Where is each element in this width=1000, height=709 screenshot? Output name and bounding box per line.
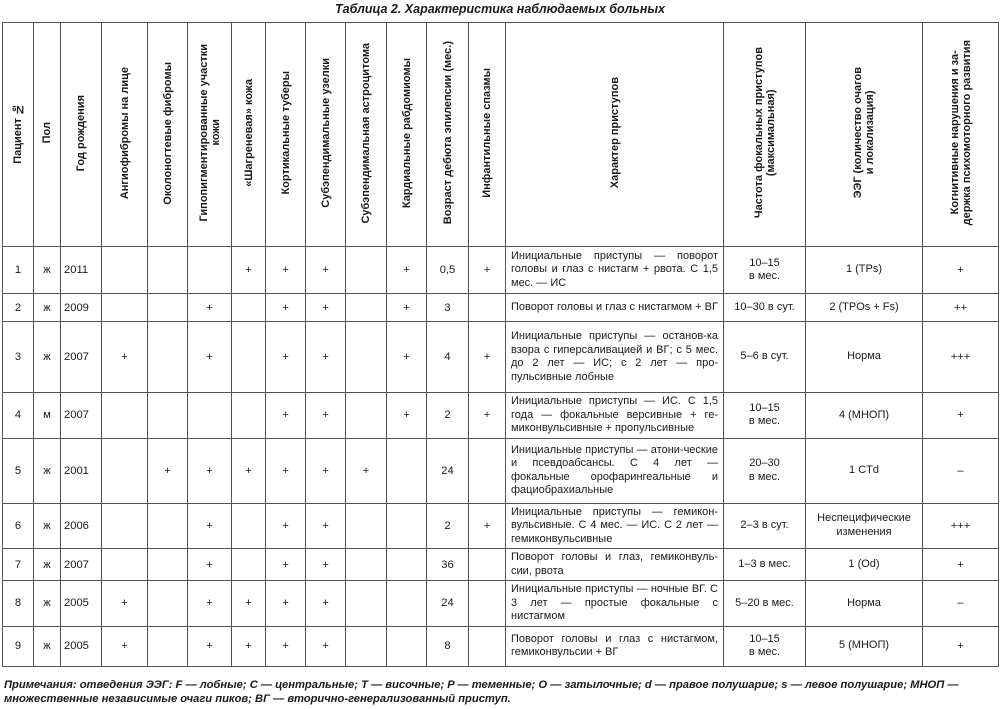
table-cell: Поворот головы и глаз с нистагмом, гемиконвульсии + ВГ bbox=[506, 626, 724, 666]
header-label: Субэпендимальная астроцитома bbox=[360, 42, 372, 224]
table-cell: + bbox=[306, 294, 346, 322]
table-cell: + bbox=[387, 393, 427, 439]
table-cell bbox=[148, 294, 188, 322]
header-label: Когнитивные нарушения и за- держка психомоторного развития bbox=[948, 40, 973, 226]
header-label: Возраст дебюта эпилепсии (мес.) bbox=[441, 41, 454, 225]
table-cell: Инициальные приступы — атони-ческие и псевдоабсансы. С 4 лет — фокальные орофарингеальные и фациобрахиальные bbox=[506, 438, 724, 503]
table-cell: + bbox=[346, 438, 387, 503]
table-cell: + bbox=[148, 438, 188, 503]
table-cell: 24 bbox=[427, 438, 469, 503]
table-row bbox=[3, 247, 999, 294]
table-cell: 1 bbox=[3, 247, 34, 294]
table-cell bbox=[188, 247, 232, 294]
table-cell bbox=[346, 549, 387, 581]
table-cell: + bbox=[306, 247, 346, 294]
table-cell bbox=[469, 549, 506, 581]
table-row bbox=[3, 581, 999, 627]
table-cell bbox=[102, 503, 148, 549]
table-cell: + bbox=[188, 322, 232, 393]
table-cell: 24 bbox=[427, 581, 469, 627]
table-cell bbox=[188, 393, 232, 439]
table-cell bbox=[387, 549, 427, 581]
header-cell bbox=[148, 23, 188, 247]
table-cell: – bbox=[923, 438, 999, 503]
table-cell: 7 bbox=[3, 549, 34, 581]
table-cell: 1 (Od) bbox=[806, 549, 923, 581]
table-cell: 4 bbox=[3, 393, 34, 439]
table-cell: + bbox=[232, 626, 266, 666]
table-cell: 2007 bbox=[61, 549, 102, 581]
table-cell: ж bbox=[34, 581, 61, 627]
table-cell: ж bbox=[34, 549, 61, 581]
header-label: Пол bbox=[41, 122, 53, 144]
table-cell bbox=[346, 247, 387, 294]
table-cell bbox=[387, 438, 427, 503]
table-cell: + bbox=[232, 581, 266, 627]
table-cell: 0,5 bbox=[427, 247, 469, 294]
table-cell: + bbox=[266, 294, 306, 322]
table-cell bbox=[232, 294, 266, 322]
table-cell bbox=[346, 581, 387, 627]
table-cell bbox=[102, 294, 148, 322]
table-cell: + bbox=[306, 581, 346, 627]
table-cell: 1 (TPs) bbox=[806, 247, 923, 294]
table-cell: + bbox=[306, 503, 346, 549]
table-cell bbox=[232, 503, 266, 549]
table-cell bbox=[469, 626, 506, 666]
header-label: Кортикальные туберы bbox=[279, 71, 292, 195]
header-cell bbox=[3, 23, 34, 247]
table-cell: 5 bbox=[3, 438, 34, 503]
header-cell bbox=[232, 23, 266, 247]
table-row bbox=[3, 393, 999, 439]
table-cell: + bbox=[188, 581, 232, 627]
table-cell: 2007 bbox=[61, 322, 102, 393]
header-cell bbox=[34, 23, 61, 247]
header-cell bbox=[102, 23, 148, 247]
table-cell: + bbox=[188, 503, 232, 549]
table-cell: 5–6 в сут. bbox=[724, 322, 806, 393]
table-cell: + bbox=[232, 247, 266, 294]
table-cell bbox=[346, 322, 387, 393]
table-cell bbox=[232, 322, 266, 393]
table-cell: + bbox=[387, 294, 427, 322]
table-cell bbox=[148, 503, 188, 549]
table-row bbox=[3, 626, 999, 666]
header-cell bbox=[61, 23, 102, 247]
header-cell bbox=[806, 23, 923, 247]
table-cell bbox=[148, 626, 188, 666]
header-label: Инфантильные спазмы bbox=[481, 68, 493, 198]
table-cell: + bbox=[266, 549, 306, 581]
table-cell: + bbox=[306, 549, 346, 581]
table-cell: м bbox=[34, 393, 61, 439]
table-row bbox=[3, 438, 999, 503]
table-cell: 6 bbox=[3, 503, 34, 549]
table-cell: + bbox=[469, 393, 506, 439]
table-cell: Инициальные приступы — останов-ка взора с гиперсаливацией и ВГ; с 5 мес. до 2 лет — ИС; с 2 лет — про-пульсивные лобные bbox=[506, 322, 724, 393]
table-cell: Норма bbox=[806, 322, 923, 393]
header-label: Субэпендимальные узелки bbox=[319, 58, 332, 208]
header-cell bbox=[923, 23, 999, 247]
table-cell: + bbox=[306, 393, 346, 439]
table-cell bbox=[387, 626, 427, 666]
table-cell: 8 bbox=[427, 626, 469, 666]
table-cell: +++ bbox=[923, 322, 999, 393]
table-cell: + bbox=[469, 247, 506, 294]
table-cell: + bbox=[306, 322, 346, 393]
table-cell: + bbox=[188, 294, 232, 322]
header-cell bbox=[306, 23, 346, 247]
table-cell bbox=[148, 322, 188, 393]
table-cell bbox=[469, 581, 506, 627]
table-cell: + bbox=[266, 322, 306, 393]
table-cell: Инициальные приступы — поворот головы и глаз с нистагм + рвота. С 1,5 мес. — ИС bbox=[506, 247, 724, 294]
table-cell bbox=[469, 438, 506, 503]
table-cell: 2009 bbox=[61, 294, 102, 322]
table-cell bbox=[346, 626, 387, 666]
table-cell: 10–30 в сут. bbox=[724, 294, 806, 322]
header-label: Кардиальные рабдомиомы bbox=[400, 57, 413, 209]
table-cell: 4 (МНОП) bbox=[806, 393, 923, 439]
table-cell: 36 bbox=[427, 549, 469, 581]
table-cell: + bbox=[306, 438, 346, 503]
table-body bbox=[3, 247, 999, 667]
table-row bbox=[3, 549, 999, 581]
header-label: Частота фокальных приступов (максимальная) bbox=[752, 47, 777, 219]
table-cell: + bbox=[306, 626, 346, 666]
table-cell: Неспецифические изменения bbox=[806, 503, 923, 549]
table-cell bbox=[102, 549, 148, 581]
table-cell bbox=[387, 581, 427, 627]
table-cell: ж bbox=[34, 503, 61, 549]
table-cell bbox=[148, 581, 188, 627]
table-cell: 2–3 в сут. bbox=[724, 503, 806, 549]
header-label: Гипопигментированные участки кожи bbox=[197, 44, 222, 222]
header-cell bbox=[724, 23, 806, 247]
table-cell: Инициальные приступы — гемикон-вульсивные. С 4 мес. — ИС. С 2 лет — гемиконвульсивные bbox=[506, 503, 724, 549]
table-cell: 9 bbox=[3, 626, 34, 666]
table-cell: 20–30 в мес. bbox=[724, 438, 806, 503]
table-cell: + bbox=[923, 549, 999, 581]
table-cell: 3 bbox=[3, 322, 34, 393]
table-cell: ж bbox=[34, 438, 61, 503]
header-cell bbox=[427, 23, 469, 247]
table-cell: + bbox=[188, 549, 232, 581]
table-cell: + bbox=[102, 581, 148, 627]
table-cell: + bbox=[387, 322, 427, 393]
table-cell: + bbox=[266, 393, 306, 439]
header-cell bbox=[346, 23, 387, 247]
table-cell: + bbox=[266, 247, 306, 294]
table-cell: 10–15 в мес. bbox=[724, 393, 806, 439]
table-cell: 2011 bbox=[61, 247, 102, 294]
table-cell: 2 (TPOs + Fs) bbox=[806, 294, 923, 322]
header-label: Год рождения bbox=[75, 94, 87, 172]
table-cell: 2 bbox=[3, 294, 34, 322]
header-label: Ангиофибромы на лице bbox=[118, 66, 131, 200]
table-cell: 5–20 в мес. bbox=[724, 581, 806, 627]
table-cell bbox=[232, 393, 266, 439]
table-cell: 2001 bbox=[61, 438, 102, 503]
table-cell: + bbox=[387, 247, 427, 294]
table-cell: 2005 bbox=[61, 626, 102, 666]
table-cell bbox=[102, 438, 148, 503]
table-cell: 4 bbox=[427, 322, 469, 393]
table-cell bbox=[148, 549, 188, 581]
table-cell: + bbox=[469, 503, 506, 549]
table-cell: + bbox=[266, 503, 306, 549]
table-cell: + bbox=[188, 626, 232, 666]
table-cell: + bbox=[102, 626, 148, 666]
table-cell: ж bbox=[34, 247, 61, 294]
header-label: Пациент № bbox=[12, 102, 24, 164]
table-cell: 3 bbox=[427, 294, 469, 322]
header-label: Характер приступов bbox=[608, 77, 621, 189]
header-cell bbox=[387, 23, 427, 247]
table-cell: 10–15 в мес. bbox=[724, 247, 806, 294]
header-cell bbox=[266, 23, 306, 247]
table-cell: 2007 bbox=[61, 393, 102, 439]
table-cell: 2 bbox=[427, 503, 469, 549]
table-cell: Норма bbox=[806, 581, 923, 627]
table-cell: 10–15 в мес. bbox=[724, 626, 806, 666]
table-cell: +++ bbox=[923, 503, 999, 549]
table-cell: + bbox=[923, 247, 999, 294]
table-cell: + bbox=[266, 626, 306, 666]
table-cell: Поворот головы и глаз, гемиконвуль-сии, рвота bbox=[506, 549, 724, 581]
table-row bbox=[3, 503, 999, 549]
table-cell: + bbox=[266, 581, 306, 627]
table-cell bbox=[346, 393, 387, 439]
table-cell: – bbox=[923, 581, 999, 627]
table-cell bbox=[232, 549, 266, 581]
header-label: ЭЭГ (количество очагов и локализация) bbox=[852, 67, 876, 199]
table-cell: ж bbox=[34, 322, 61, 393]
table-cell: + bbox=[266, 438, 306, 503]
table-cell: ж bbox=[34, 626, 61, 666]
table-cell bbox=[346, 294, 387, 322]
table-cell bbox=[102, 393, 148, 439]
patients-table bbox=[2, 22, 999, 667]
header-cell bbox=[188, 23, 232, 247]
table-cell: Инициальные приступы — ИС. С 1,5 года — фокальные версивные + ге-миконвульсивные + пропульсивные bbox=[506, 393, 724, 439]
table-cell: ж bbox=[34, 294, 61, 322]
header-label: «Шагреневая» кожа bbox=[242, 79, 255, 187]
table-header bbox=[3, 23, 999, 247]
table-caption: Таблица 2. Характеристика наблюдаемых больных bbox=[334, 2, 666, 16]
table-cell: 2005 bbox=[61, 581, 102, 627]
table-cell: 2006 bbox=[61, 503, 102, 549]
table-cell bbox=[148, 247, 188, 294]
table-cell bbox=[469, 294, 506, 322]
table-cell: + bbox=[923, 626, 999, 666]
table-cell bbox=[387, 503, 427, 549]
table-cell: 1–3 в мес. bbox=[724, 549, 806, 581]
table-cell: Инициальные приступы — ночные ВГ. С 3 лет — простые фокальные с нистагмом bbox=[506, 581, 724, 627]
table-cell: Поворот головы и глаз с нистагмом + ВГ bbox=[506, 294, 724, 322]
header-label: Околоногтевые фибромы bbox=[161, 61, 174, 205]
table-cell: + bbox=[923, 393, 999, 439]
table-cell: 1 CTd bbox=[806, 438, 923, 503]
table-cell: 5 (МНОП) bbox=[806, 626, 923, 666]
table-cell bbox=[102, 247, 148, 294]
header-cell bbox=[469, 23, 506, 247]
table-cell: + bbox=[188, 438, 232, 503]
table-cell bbox=[148, 393, 188, 439]
table-row bbox=[3, 322, 999, 393]
table-cell: + bbox=[102, 322, 148, 393]
table-cell: + bbox=[232, 438, 266, 503]
table-notes: Примечания: отведения ЭЭГ: F — лобные; C — центральные; T — височные; P — теменные; O — затылочные; d — правое полушарие; s — левое полушарие; МНОП — множественные независимые очаги пиков; ВГ — вторично-генерализованный приступ. bbox=[4, 679, 959, 705]
header-cell bbox=[506, 23, 724, 247]
table-cell: 8 bbox=[3, 581, 34, 627]
table-cell: 2 bbox=[427, 393, 469, 439]
table-cell bbox=[346, 503, 387, 549]
table-row bbox=[3, 294, 999, 322]
table-cell: ++ bbox=[923, 294, 999, 322]
table-cell: + bbox=[469, 322, 506, 393]
